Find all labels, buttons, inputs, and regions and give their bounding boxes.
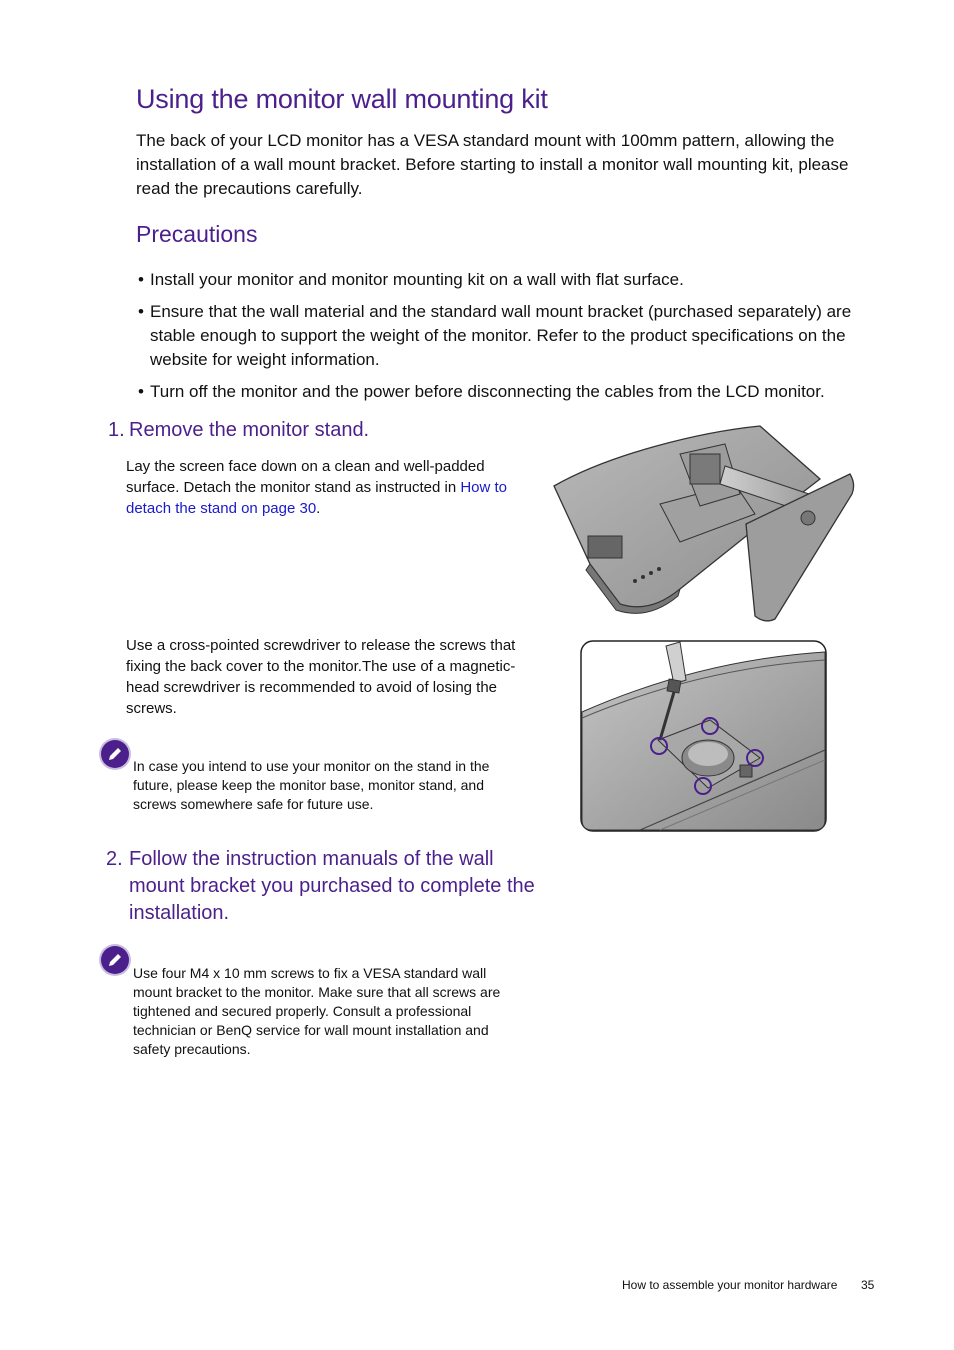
- pencil-icon: [101, 946, 129, 974]
- step2-heading-text: Follow the instruction manuals of the wall mount bracket you purchased to complete the installation.: [129, 848, 535, 924]
- footer-section-title: How to assemble your monitor hardware: [622, 1278, 838, 1292]
- monitor-stand-illustration: [550, 424, 858, 624]
- step1-heading: [108, 419, 559, 442]
- precautions-list: [136, 268, 881, 412]
- step1-text: Lay the screen face down on a clean and well-padded surface. Detach the monitor stand as instructed in: [126, 458, 485, 496]
- list-item: • Ensure that the wall material and the standard wall mount bracket (purchased separately) are stable enough to support the weight of the monitor. Refer to the product specifications on the website for weight information.: [136, 300, 881, 372]
- step1-heading-text: Remove the monitor stand.: [129, 419, 370, 441]
- list-item: • Install your monitor and monitor mounting kit on a wall with flat surface.: [136, 268, 881, 292]
- pencil-icon: [101, 740, 129, 768]
- step2-heading: [106, 846, 549, 927]
- step2-number: 2.: [106, 848, 123, 870]
- intro-paragraph: The back of your LCD monitor has a VESA standard mount with 100mm pattern, allowing the installation of a wall mount bracket. Before starting to install a monitor wall mounting kit, please read the precautions carefully.: [136, 131, 849, 198]
- note-vesa-screws: Use four M4 x 10 mm screws to fix a VESA standard wall mount bracket to the monitor. Make sure that all screws are tightened and secured properly. Consult a professional technician or BenQ service for wall mount installation and safety precautions.: [133, 965, 501, 1057]
- list-item: • Turn off the monitor and the power before disconnecting the cables from the LCD monitor.: [136, 380, 881, 404]
- step1-paragraph: [126, 456, 526, 519]
- precautions-heading: Precautions: [136, 221, 258, 247]
- detach-stand-link[interactable]: How to detach the stand on page 30: [126, 479, 508, 517]
- note-stand-storage: In case you intend to use your monitor on the stand in the future, please keep the monitor base, monitor stand, and screws somewhere safe for future use.: [133, 758, 490, 812]
- step1-paragraph-2: Use a cross-pointed screwdriver to release the screws that fixing the back cover to the monitor.The use of a magnetic-head screwdriver is recommended to avoid of losing the screws.: [126, 637, 516, 717]
- screw-removal-illustration: [580, 640, 827, 832]
- step1-number: 1.: [108, 419, 125, 441]
- page-title: Using the monitor wall mounting kit: [136, 84, 548, 114]
- footer-page-number: 35: [861, 1278, 875, 1292]
- step1-text-end: .: [316, 500, 321, 517]
